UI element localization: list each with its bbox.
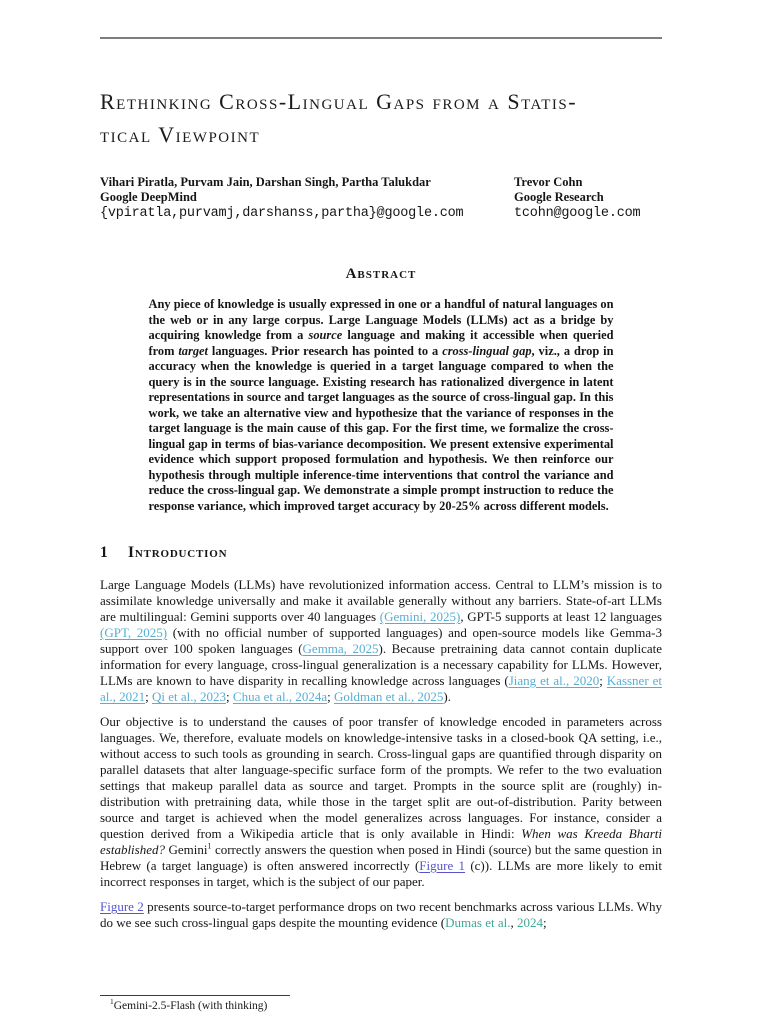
text-segment: ; (327, 689, 335, 704)
text-segment: Gemini (165, 842, 208, 857)
text-segment: Large Language Models (LLMs) have revolutionized information access. Central to LLM’s mission is to assimilate knowledge universally and make it available generally without any barriers. State-of-art LLMs are multilingual: Gemini supports over 40 languages (100, 577, 662, 624)
section-number: 1 (100, 544, 109, 561)
figure-ref-link[interactable]: Figure 1 (419, 858, 466, 873)
figure-ref-link[interactable]: Figure 2 (100, 899, 144, 914)
citation-link[interactable]: Qi et al., 2023 (152, 689, 227, 704)
author-names: Vihari Piratla, Purvam Jain, Darshan Singh, Partha Talukdar (100, 175, 431, 189)
paper-title (100, 85, 662, 151)
authors-row (100, 175, 662, 222)
text-segment: Our objective is to understand the causes of poor transfer of knowledge encoded in parameters across languages. We, therefore, evaluate models on knowledge-intensive tasks in a closed-book QA setting, i.e., without access to such tools as grounding in search. Cross-lingual gaps are quantified through disparity on parallel datasets that alter language-specific surface form of the prompts. We refer to the two evaluation settings that makeup parallel data as source and target. Prompts in the source split are (roughly) in-distribution with pretraining data, while those in the target split are out-of-distribution. Parity between source and target is achieved when the model generalizes across languages. For instance, consider a question derived from a Wikipedia article that is only available in Hindi: (100, 714, 662, 841)
text-segment: ; (226, 689, 233, 704)
text-segment: language and making it accessible when queried from (148, 328, 614, 358)
author-email: {vpiratla,purvamj,darshanss,partha}@google.com (100, 206, 464, 221)
intro-paragraph-1 (100, 577, 662, 705)
section-title: Introduction (128, 544, 228, 561)
text-segment: ). Because pretraining data cannot contain duplicate information for every language, cross-lingual generalization is a necessary capability for LLMs. However, LLMs are known to have disparity in recalling knowledge across languages ( (100, 641, 662, 688)
text-segment: target (178, 343, 208, 358)
author-affiliation: Google DeepMind (100, 190, 197, 204)
footnote-marker: 1 (110, 997, 114, 1007)
citation-link[interactable]: Chua et al., 2024a (232, 689, 328, 704)
paper-title-line-2: tical Viewpoint (100, 122, 261, 147)
footnote-text (100, 999, 662, 1013)
text-segment: source (308, 328, 343, 342)
text-segment: 1 (207, 841, 212, 851)
citation-link[interactable]: Jiang et al., 2020 (508, 673, 600, 688)
text-segment: , (510, 915, 517, 930)
header-rule (100, 37, 662, 39)
intro-paragraph-3 (100, 899, 662, 931)
text-segment: ). (443, 689, 452, 704)
citation-link[interactable]: Goldman et al., 2025 (334, 689, 444, 704)
text-segment: Any piece of knowledge is usually expressed in one or a handful of natural languages on the web or in any large corpus. Large Language Models (LLMs) act as a bridge by acquiring knowledge from a (148, 297, 614, 342)
citation-link[interactable]: (Gemini, 2025) (379, 609, 461, 624)
text-segment: correctly answers the question when posed in Hindi (source) but the same question in Hebrew (a target language) is often answered incorrectly ( (100, 842, 662, 873)
intro-paragraph-2 (100, 714, 662, 890)
author-block-left (100, 175, 514, 222)
paper-title-line-1: Rethinking Cross-Lingual Gaps from a Statis- (100, 89, 578, 114)
citation-link[interactable]: (GPT, 2025) (100, 625, 168, 640)
footnote-body: Gemini-2.5-Flash (with thinking) (113, 1000, 268, 1012)
text-segment: , viz., a drop in accuracy when the knowledge is queried in a target language compared to when the query is in the source language. Existing research has rationalized divergence in latent representations in source and target languages as the source of cross-lingual gap. In this work, we take an alternative view and hypothesize that the variance of responses in the target language is the main cause of this gap. For the first time, we formalize the cross-lingual gap in terms of bias-variance decomposition. We present extensive experimental evidence which support proposed formulation and hypothesis. We then reinforce our hypothesis through multiple inference-time interventions that control the variance and reduce the cross-lingual gap. We demonstrate a simple prompt instruction to reduce the response variance, which improved target accuracy by 20-25% across different models. (148, 343, 614, 513)
author-email: tcohn@google.com (514, 206, 641, 221)
author-block-right (514, 175, 662, 222)
text-segment: ; (542, 915, 547, 930)
abstract-heading: Abstract (345, 266, 417, 282)
section-heading-introduction (100, 543, 662, 562)
text-segment: (c)). LLMs are more likely to emit incorrect responses in target, which is the subject of our paper. (100, 858, 662, 889)
abstract-text (149, 297, 614, 514)
text-segment: ; (145, 689, 153, 704)
text-segment: cross-lingual gap (442, 343, 532, 358)
text-segment: (with no official number of supported languages) and open-source models like Gemma-3 support over 100 spoken languages ( (100, 625, 662, 656)
text-segment: When was Kreeda Bharti established? (100, 826, 662, 857)
text-segment: languages. Prior research has pointed to a (207, 343, 443, 358)
citation-link[interactable]: Dumas et al. (445, 915, 511, 930)
citation-link[interactable]: Kassner et al., 2021 (100, 673, 662, 704)
author-affiliation: Google Research (514, 190, 604, 204)
citation-link[interactable]: 2024 (516, 915, 543, 930)
author-names: Trevor Cohn (514, 175, 583, 189)
text-segment: ; (599, 673, 607, 688)
text-segment: presents source-to-target performance drops on two recent benchmarks across various LLMs. Why do we see such cross-lingual gaps despite the mounting evidence ( (100, 899, 662, 930)
text-segment: , GPT-5 supports at least 12 languages (460, 609, 662, 624)
footnote-rule (100, 995, 290, 996)
citation-link[interactable]: Gemma, 2025 (302, 641, 379, 656)
footnote-area (100, 995, 662, 1013)
